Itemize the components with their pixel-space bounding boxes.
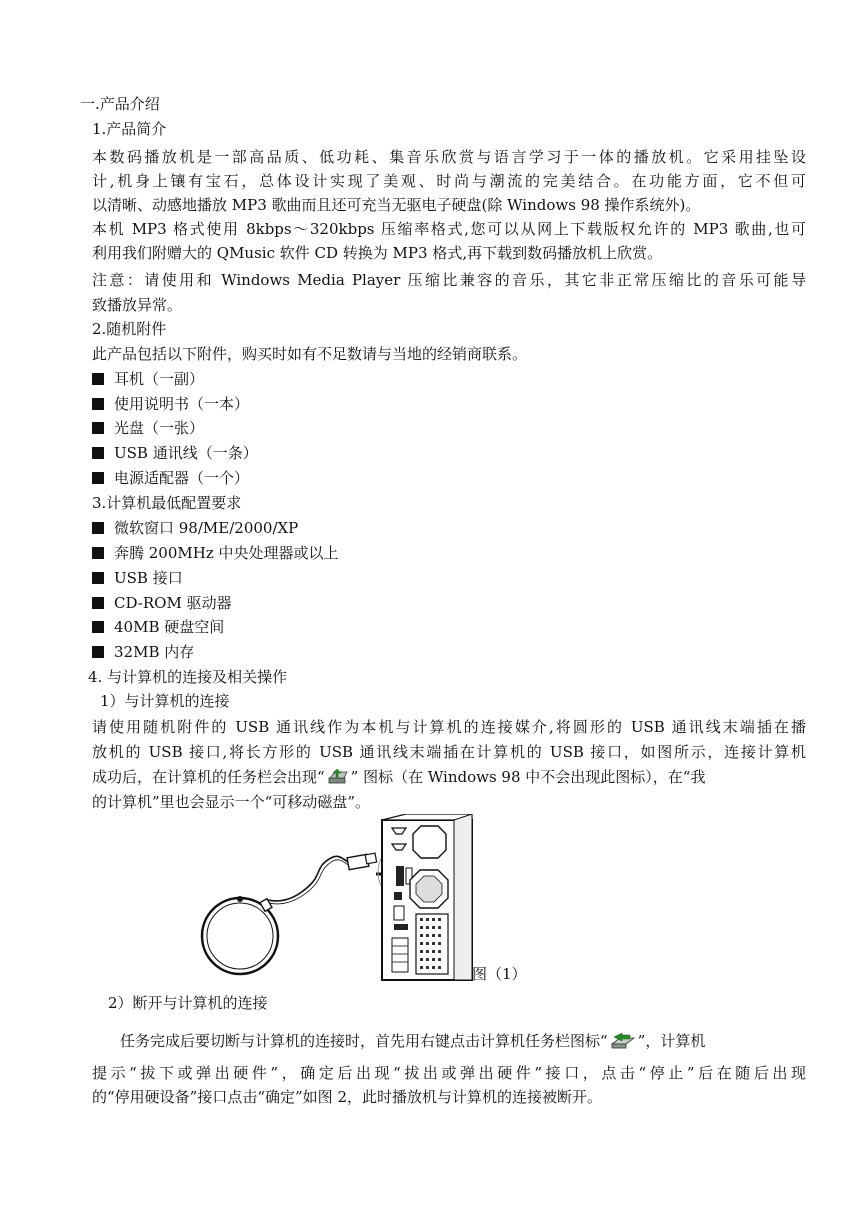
requirement-item: 微软窗口 98/ME/2000/XP bbox=[92, 517, 298, 539]
connection-sub1-line1: 请使用随机附件的 USB 通讯线作为本机与计算机的连接媒介,将圆形的 USB 通讯线末端插在播 bbox=[92, 718, 806, 736]
accessory-item: USB 通讯线（一条） bbox=[92, 442, 258, 464]
connection-sub2-line1: 任务完成后要切断与计算机的连接时，首先用右键点击计算机任务栏图标“ ”，计算机 bbox=[120, 1030, 705, 1056]
bullet-icon bbox=[92, 373, 104, 385]
usb-tray-icon bbox=[327, 768, 349, 792]
accessories-title: 2.随机附件 bbox=[92, 320, 167, 338]
accessory-item: 耳机（一副） bbox=[92, 368, 204, 390]
accessory-item: 光盘（一张） bbox=[92, 417, 204, 439]
connection-sub1-title: 1）与计算机的连接 bbox=[100, 692, 230, 710]
intro-note-line2: 致播放异常。 bbox=[92, 296, 183, 314]
bullet-icon bbox=[92, 547, 104, 559]
bullet-icon bbox=[92, 621, 104, 633]
connection-sub2-line2: 提示“拔下或弹出硬件”，确定后出现“拔出或弹出硬件”接口，点击“停止”后在随后出现 bbox=[92, 1064, 806, 1082]
section-heading: 一.产品介绍 bbox=[80, 95, 160, 113]
requirement-item: USB 接口 bbox=[92, 567, 183, 589]
intro-para2-line2: 利用我们附赠大的 QMusic 软件 CD 转换为 MP3 格式,再下载到数码播放机上欣赏。 bbox=[92, 244, 663, 262]
accessories-desc: 此产品包括以下附件，购买时如有不足数请与当地的经销商联系。 bbox=[92, 345, 528, 363]
intro-note-line1: 注意：请使用和 Windows Media Player 压缩比兼容的音乐，其它非正常压缩比的音乐可能导 bbox=[92, 271, 806, 289]
figure-caption: 图（1） bbox=[472, 965, 527, 983]
bullet-icon bbox=[92, 522, 104, 534]
intro-para1-line1: 本数码播放机是一部高品质、低功耗、集音乐欣赏与语言学习于一体的播放机。它采用挂坠设 bbox=[92, 148, 806, 166]
bullet-icon bbox=[92, 597, 104, 609]
intro-title: 1.产品简介 bbox=[92, 120, 167, 138]
connection-sub1-line4: 的计算机”里也会显示一个“可移动磁盘”。 bbox=[92, 793, 371, 811]
connection-sub2-line3: 的“停用硬设备”接口点击“确定”如图 2，此时播放机与计算机的连接被断开。 bbox=[92, 1088, 602, 1106]
bullet-icon bbox=[92, 398, 104, 410]
eject-hardware-icon bbox=[610, 1032, 636, 1056]
bullet-icon bbox=[92, 646, 104, 658]
bullet-icon bbox=[92, 572, 104, 584]
requirement-item: 奔腾 200MHz 中央处理器或以上 bbox=[92, 542, 339, 564]
requirement-item: 40MB 硬盘空间 bbox=[92, 616, 224, 638]
intro-para1-line2: 计,机身上镶有宝石，总体设计实现了美观、时尚与潮流的完美结合。在功能方面，它不但可 bbox=[92, 172, 806, 190]
connection-sub2-title: 2）断开与计算机的连接 bbox=[108, 994, 268, 1012]
bullet-icon bbox=[92, 447, 104, 459]
bullet-icon bbox=[92, 422, 104, 434]
requirement-item: CD-ROM 驱动器 bbox=[92, 592, 232, 614]
requirement-item: 32MB 内存 bbox=[92, 641, 194, 663]
intro-para1-line3: 以清晰、动感地播放 MP3 歌曲而且还可充当无驱电子硬盘(除 Windows 98 操作系统外)。 bbox=[92, 196, 701, 214]
connection-sub1-line2: 放机的 USB 接口,将长方形的 USB 通讯线末端插在计算机的 USB 接口，如图所示，连接计算机 bbox=[92, 743, 806, 761]
accessory-item: 使用说明书（一本） bbox=[92, 393, 249, 415]
accessory-item: 电源适配器（一个） bbox=[92, 467, 249, 489]
bullet-icon bbox=[92, 472, 104, 484]
connection-sub1-line3: 成功后，在计算机的任务栏会出现“ ” 图标（在 Windows 98 中不会出现此图标），在“我 bbox=[92, 766, 705, 792]
requirements-title: 3.计算机最低配置要求 bbox=[92, 494, 242, 512]
connection-title: 4. 与计算机的连接及相关操作 bbox=[88, 668, 288, 686]
usb-connection-illustration bbox=[176, 814, 536, 986]
intro-para2-line1: 本机 MP3 格式使用 8kbps～320kbps 压缩率格式,您可以从网上下载版权允许的 MP3 歌曲,也可 bbox=[92, 220, 806, 238]
